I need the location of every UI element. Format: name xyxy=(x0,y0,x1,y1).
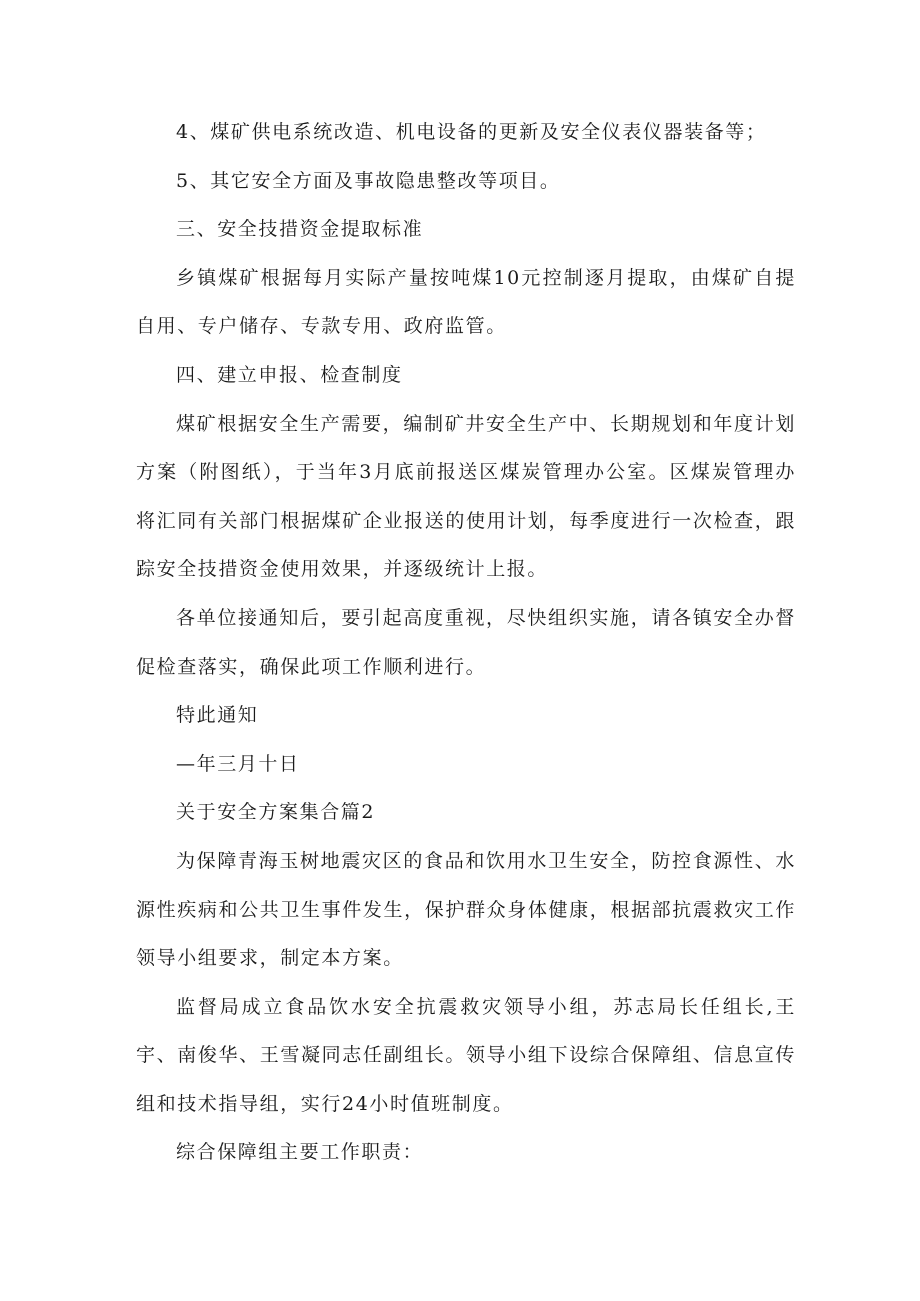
section-heading-3: 三、安全技措资金提取标准 xyxy=(176,218,424,241)
paragraph-item-4: 4、煤矿供电系统改造、机电设备的更新及安全仪表仪器装备等； xyxy=(176,121,767,143)
paragraph-item-5: 5、其它安全方面及事故隐患整改等项目。 xyxy=(176,169,561,192)
notice-closing: 特此通知 xyxy=(176,704,259,727)
paragraph-leadership-group: 监督局成立食品饮水安全抗震救灾领导小组，苏志局长任组长,王宇、南俊华、王雪凝同志任副组长。领导小组下设综合保障组、信息宣传组和技术指导组，实行24小时值班制度。 xyxy=(136,995,796,1115)
paragraph-extraction-standard: 乡镇煤矿根据每月实际产量按吨煤10元控制逐月提取，由煤矿自提自用、专户储存、专款专用、政府监管。 xyxy=(136,266,796,338)
paragraph-implementation-request: 各单位接通知后，要引起高度重视，尽快组织实施，请各镇安全办督促检查落实，确保此项工作顺利进行。 xyxy=(136,606,796,678)
paragraph-purpose: 为保障青海玉树地震灾区的食品和饮用水卫生安全，防控食源性、水源性疾病和公共卫生事件发生，保护群众身体健康，根据部抗震救灾工作领导小组要求，制定本方案。 xyxy=(136,849,796,970)
paragraph-support-group-duties: 综合保障组主要工作职责： xyxy=(176,1141,424,1164)
article-title-part-2: 关于安全方案集合篇2 xyxy=(176,801,376,824)
section-heading-4: 四、建立申报、检查制度 xyxy=(176,363,403,386)
document-body xyxy=(136,108,796,1177)
notice-date: —年三月十日 xyxy=(176,752,300,775)
paragraph-reporting-system: 煤矿根据安全生产需要，编制矿井安全生产中、长期规划和年度计划方案（附图纸），于当年3月底前报送区煤炭管理办公室。区煤炭管理办将汇同有关部门根据煤矿企业报送的使用计划，每季度进行一次检查，跟踪安全技措资金使用效果，并逐级统计上报。 xyxy=(136,412,796,581)
